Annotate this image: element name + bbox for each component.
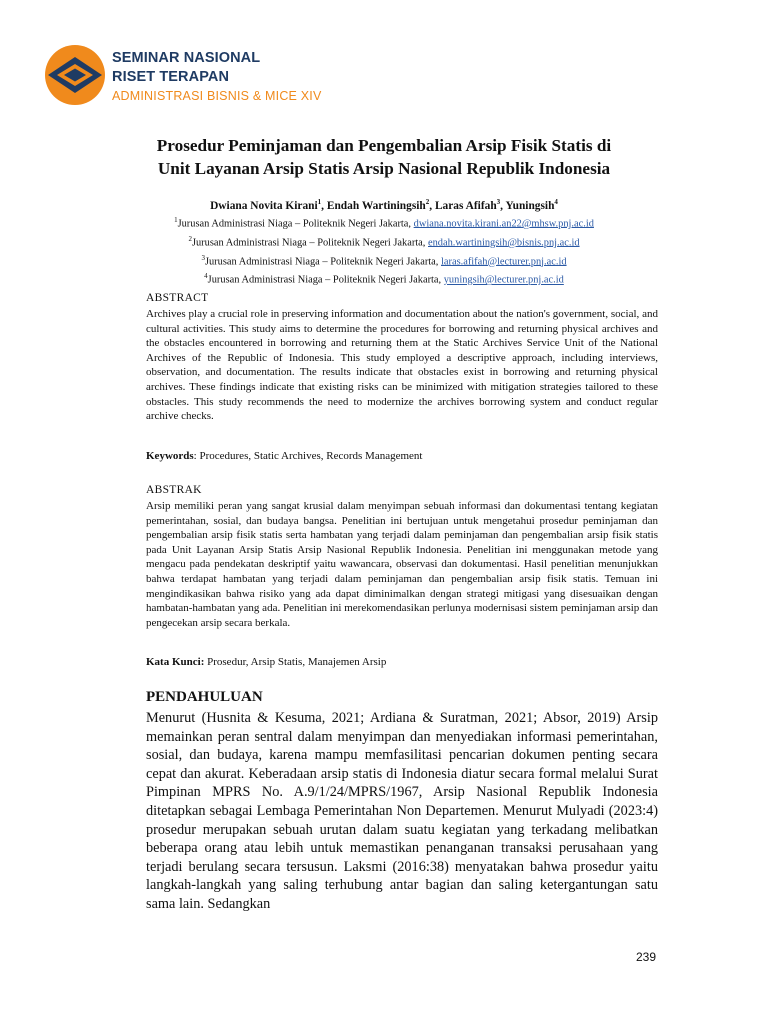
intro-paragraph: Menurut (Husnita & Kesuma, 2021; Ardiana & Suratman, 2021; Absor, 2019) Arsip memainkan peran sentral dalam menyimpan dan menyediakan informasi pemerintahan, sosial, dan budaya, karena mampu memfasilitasi pencarian dokumen penting secara cepat dan akurat. Keberadaan arsip statis di Indonesia diatur secara formal melalui Surat Pimpinan MPRS No. A.9/1/24/MPRS/1967, Arsip Nasional Republik Indonesia ditetapkan sebagai Lembaga Pemerintahan Non Departemen. Menurut Mulyadi (2023:4) prosedur merupakan sebuah urutan dalam suatu kegiatan yang terkadang melibatkan beberapa orang atau lebih untuk memastikan penanganan transaksi perusahaan yang terjadi berulang secara tersusun. Laksmi (2016:38) menyatakan bahwa prosedur yaitu langkah-langkah yang saling terhubung antar bagian dan saling ketergantungan satu sama lain. Sedangkan bbox=[146, 710, 658, 912]
affiliation-text: Jurusan Administrasi Niaga – Politeknik Negeri Jakarta, bbox=[177, 218, 414, 230]
paper-title bbox=[0, 134, 768, 180]
affiliation-text: Jurusan Administrasi Niaga – Politeknik Negeri Jakarta, bbox=[207, 274, 444, 286]
email-link[interactable]: yuningsih@lecturer.pnj.ac.id bbox=[443, 274, 564, 286]
paper-title-line-1: Prosedur Peminjaman dan Pengembalian Arsip Fisik Statis di bbox=[156, 136, 612, 155]
affiliation-text: Jurusan Administrasi Niaga – Politeknik Negeri Jakarta, bbox=[204, 256, 441, 267]
abstract-label: ABSTRACT bbox=[146, 292, 209, 304]
author-sep: , bbox=[500, 199, 506, 212]
author-sup: 2 bbox=[425, 198, 430, 206]
abstrak-label: ABSTRAK bbox=[146, 484, 202, 496]
brand-line-1: SEMINAR NASIONAL bbox=[112, 50, 261, 66]
author-name: Endah Wartiningsih bbox=[326, 199, 426, 212]
affiliation-sup: 3 bbox=[201, 253, 205, 262]
affiliation-line bbox=[0, 232, 768, 251]
abstract-keywords bbox=[146, 449, 422, 463]
abstrak-text: Arsip memiliki peran yang sangat krusial dalam menyimpan sebuah informasi dan dokumentasi tentang kegiatan pemerintahan, sosial, dan budaya bangsa. Penelitian ini bertujuan untuk mengetahui prosedur peminjaman dan pengembalian arsip fisik statis serta hambatan yang terjadi dalam peminjaman dan pengembalian arsip fisik statis pada Unit Layanan Arsip Statis Arsip Nasional Republik Indonesia. Penelitian ini menggunakan metode yang mengacu pada pendekatan deskriptif yaitu wawancara, observasi dan dokumentasi. Hasil penelitian menunjukkan bahwa terdapat hambatan yang terjadi dalam peminjaman dan pengembalian arsip fisik statis. Temuan ini mengindikasikan bahwa risiko yang ada dapat diminimalkan dengan strategi mitigasi yang disesuaikan dengan hambatan-hambatan yang ada. Penelitian ini merekomendasikan perlunya modernisasi sistem peminjaman arsip dan pengecekan arsip secara berkala. bbox=[146, 500, 658, 629]
author-sup: 4 bbox=[554, 198, 558, 206]
affiliation-sup: 2 bbox=[188, 234, 192, 243]
keywords-text: : Procedures, Static Archives, Records Management bbox=[193, 450, 423, 462]
seminar-logo-icon bbox=[44, 44, 106, 106]
author-name: Yuningsih bbox=[505, 199, 555, 212]
email-link[interactable]: dwiana.novita.kirani.an22@mhsw.pnj.ac.id bbox=[413, 218, 594, 230]
brand-line-3: ADMINISTRASI BISNIS & MICE XIV bbox=[112, 89, 322, 103]
affiliation-list bbox=[0, 213, 768, 288]
paper-title-line-2: Unit Layanan Arsip Statis Arsip Nasional Republik Indonesia bbox=[157, 159, 611, 178]
page-number: 239 bbox=[636, 950, 657, 964]
author-sep: , bbox=[321, 199, 327, 212]
email-link[interactable]: laras.afifah@lecturer.pnj.ac.id bbox=[441, 256, 567, 267]
keywords-label: Keywords bbox=[146, 450, 194, 462]
abstrak-keywords bbox=[146, 655, 386, 669]
kata-kunci-label: Kata Kunci: bbox=[146, 656, 205, 668]
author-name: Laras Afifah bbox=[434, 199, 497, 212]
seminar-brand bbox=[112, 49, 322, 105]
affiliation-line bbox=[0, 269, 768, 288]
author-sup: 3 bbox=[496, 198, 501, 206]
section-heading-pendahuluan: PENDAHULUAN bbox=[146, 689, 263, 705]
author-list bbox=[0, 195, 768, 214]
abstract-text: Archives play a crucial role in preserving information and documentation about the nation's government, social, and cultural activities. This study aims to determine the procedures for borrowing and returning physical archives and the obstacles encountered in borrowing and returning them at the Static Archives Service Unit of the National Archives of the Republic of Indonesia. This study employed a descriptive approach, including interviews, observation, and documentation. The results indicate that obstacles exist in borrowing and returning physical archives. These findings indicate that existing risks can be minimized with mitigation strategies tailored to these obstacles. This study recommends the need to modernize the archives borrowing system and conduct regular archive checks. bbox=[146, 308, 658, 423]
affiliation-sup: 1 bbox=[174, 216, 178, 224]
affiliation-sup: 4 bbox=[204, 272, 208, 281]
affiliation-line bbox=[0, 213, 768, 232]
affiliation-line bbox=[0, 251, 768, 270]
affiliation-text: Jurusan Administrasi Niaga – Politeknik Negeri Jakarta, bbox=[191, 237, 428, 249]
email-link[interactable]: endah.wartiningsih@bisnis.pnj.ac.id bbox=[428, 237, 580, 249]
author-name: Dwiana Novita Kirani bbox=[210, 199, 318, 212]
brand-line-2: RISET TERAPAN bbox=[112, 69, 230, 85]
author-sep: , bbox=[429, 199, 435, 212]
kata-kunci-text: Prosedur, Arsip Statis, Manajemen Arsip bbox=[204, 656, 387, 668]
author-sup: 1 bbox=[317, 198, 322, 206]
